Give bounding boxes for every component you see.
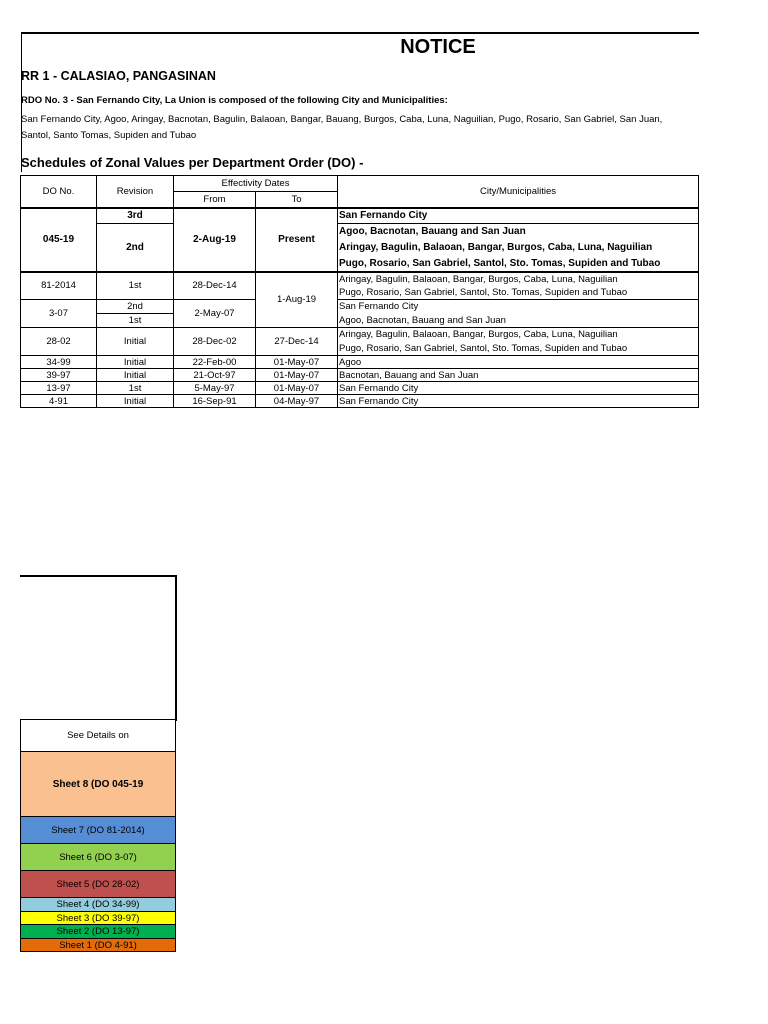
header-city: City/Municipalities	[338, 176, 699, 208]
cell-to: 01-May-07	[256, 356, 338, 369]
cell-revision: 1st	[97, 382, 174, 395]
cell-from: 16-Sep-91	[174, 395, 256, 408]
municipalities-line: San Fernando City, Agoo, Aringay, Bacnotan, Bagulin, Balaoan, Bangar, Bauang, Burgos, Caba, Luna, Naguilian, Pugo, Rosario, San Gabriel, San Juan,	[21, 114, 663, 125]
cell-from: 2-May-07	[174, 300, 256, 328]
schedules-heading: Schedules of Zonal Values per Department Order (DO) -	[21, 155, 364, 170]
sheet-link-6[interactable]: Sheet 6 (DO 3-07)	[20, 844, 176, 871]
cell-city: San Fernando City	[338, 300, 699, 314]
header-from: From	[174, 192, 256, 208]
sheet-link-5[interactable]: Sheet 5 (DO 28-02)	[20, 871, 176, 898]
table-row	[21, 382, 699, 395]
cell-revision: 1st	[97, 272, 174, 300]
cell-from: 28-Dec-14	[174, 272, 256, 300]
cell-to: 27-Dec-14	[256, 328, 338, 356]
sheet-link-3[interactable]: Sheet 3 (DO 39-97)	[20, 912, 176, 925]
cell-city: San Fernando City	[338, 395, 699, 408]
cell-from: 21-Oct-97	[174, 369, 256, 382]
table-row	[21, 356, 699, 369]
sheet-link-4[interactable]: Sheet 4 (DO 34-99)	[20, 898, 176, 912]
cell-to: 1-Aug-19	[256, 272, 338, 328]
cell-city: Agoo, Bacnotan, Bauang and San Juan	[338, 224, 699, 240]
cell-city: Agoo, Bacnotan, Bauang and San Juan	[338, 314, 699, 328]
cell-to: 01-May-07	[256, 369, 338, 382]
cell-city: Pugo, Rosario, San Gabriel, Santol, Sto. Tomas, Supiden and Tubao	[338, 342, 699, 356]
cell-city: Pugo, Rosario, San Gabriel, Santol, Sto. Tomas, Supiden and Tubao	[338, 256, 699, 272]
cell-revision: 1st	[97, 314, 174, 328]
cell-city: Agoo	[338, 356, 699, 369]
cell-revision: Initial	[97, 356, 174, 369]
legend-frame	[20, 575, 177, 721]
cell-revision: 2nd	[97, 300, 174, 314]
cell-revision: 2nd	[97, 224, 174, 272]
cell-to: 01-May-07	[256, 382, 338, 395]
cell-revision: Initial	[97, 369, 174, 382]
header-do-no: DO No.	[21, 176, 97, 208]
cell-from: 2-Aug-19	[174, 208, 256, 272]
header-effectivity: Effectivity Dates	[174, 176, 338, 192]
table-row	[21, 395, 699, 408]
cell-do-no: 3-07	[21, 300, 97, 328]
cell-city: Aringay, Bagulin, Balaoan, Bangar, Burgos, Caba, Luna, Naguilian	[338, 240, 699, 256]
sheet-link-1[interactable]: Sheet 1 (DO 4-91)	[20, 939, 176, 952]
cell-city: Aringay, Bagulin, Balaoan, Bangar, Burgos, Caba, Luna, Naguilian	[338, 272, 699, 286]
cell-do-no: 4-91	[21, 395, 97, 408]
page-title: NOTICE	[400, 36, 476, 58]
table-row	[21, 369, 699, 382]
cell-do-no: 13-97	[21, 382, 97, 395]
cell-from: 5-May-97	[174, 382, 256, 395]
cell-do-no: 28-02	[21, 328, 97, 356]
cell-to: 04-May-97	[256, 395, 338, 408]
cell-do-no: 045-19	[21, 208, 97, 272]
cell-from: 22-Feb-00	[174, 356, 256, 369]
cell-city: Pugo, Rosario, San Gabriel, Santol, Sto. Tomas, Supiden and Tubao	[338, 286, 699, 300]
cell-revision: 3rd	[97, 208, 174, 224]
cell-do-no: 39-97	[21, 369, 97, 382]
header-revision: Revision	[97, 176, 174, 208]
zonal-values-table	[20, 175, 699, 408]
sheet-link-2[interactable]: Sheet 2 (DO 13-97)	[20, 925, 176, 939]
see-details-label: See Details on	[20, 719, 176, 752]
cell-to: Present	[256, 208, 338, 272]
rdo-description: RDO No. 3 - San Fernando City, La Union is composed of the following City and Municipalities:	[21, 95, 448, 106]
cell-do-no: 34-99	[21, 356, 97, 369]
sheet-legend	[20, 719, 176, 952]
cell-city: Aringay, Bagulin, Balaoan, Bangar, Burgos, Caba, Luna, Naguilian	[338, 328, 699, 342]
sheet-link-8[interactable]: Sheet 8 (DO 045-19	[20, 752, 176, 817]
municipalities-line: Santol, Santo Tomas, Supiden and Tubao	[21, 130, 197, 141]
sheet-link-7[interactable]: Sheet 7 (DO 81-2014)	[20, 817, 176, 844]
header-to: To	[256, 192, 338, 208]
region-heading: RR 1 - CALASIAO, PANGASINAN	[21, 69, 216, 83]
cell-city: Bacnotan, Bauang and San Juan	[338, 369, 699, 382]
cell-from: 28-Dec-02	[174, 328, 256, 356]
cell-revision: Initial	[97, 328, 174, 356]
municipalities-list	[21, 112, 701, 144]
cell-city: San Fernando City	[338, 382, 699, 395]
cell-city: San Fernando City	[338, 208, 699, 224]
cell-do-no: 81-2014	[21, 272, 97, 300]
cell-revision: Initial	[97, 395, 174, 408]
